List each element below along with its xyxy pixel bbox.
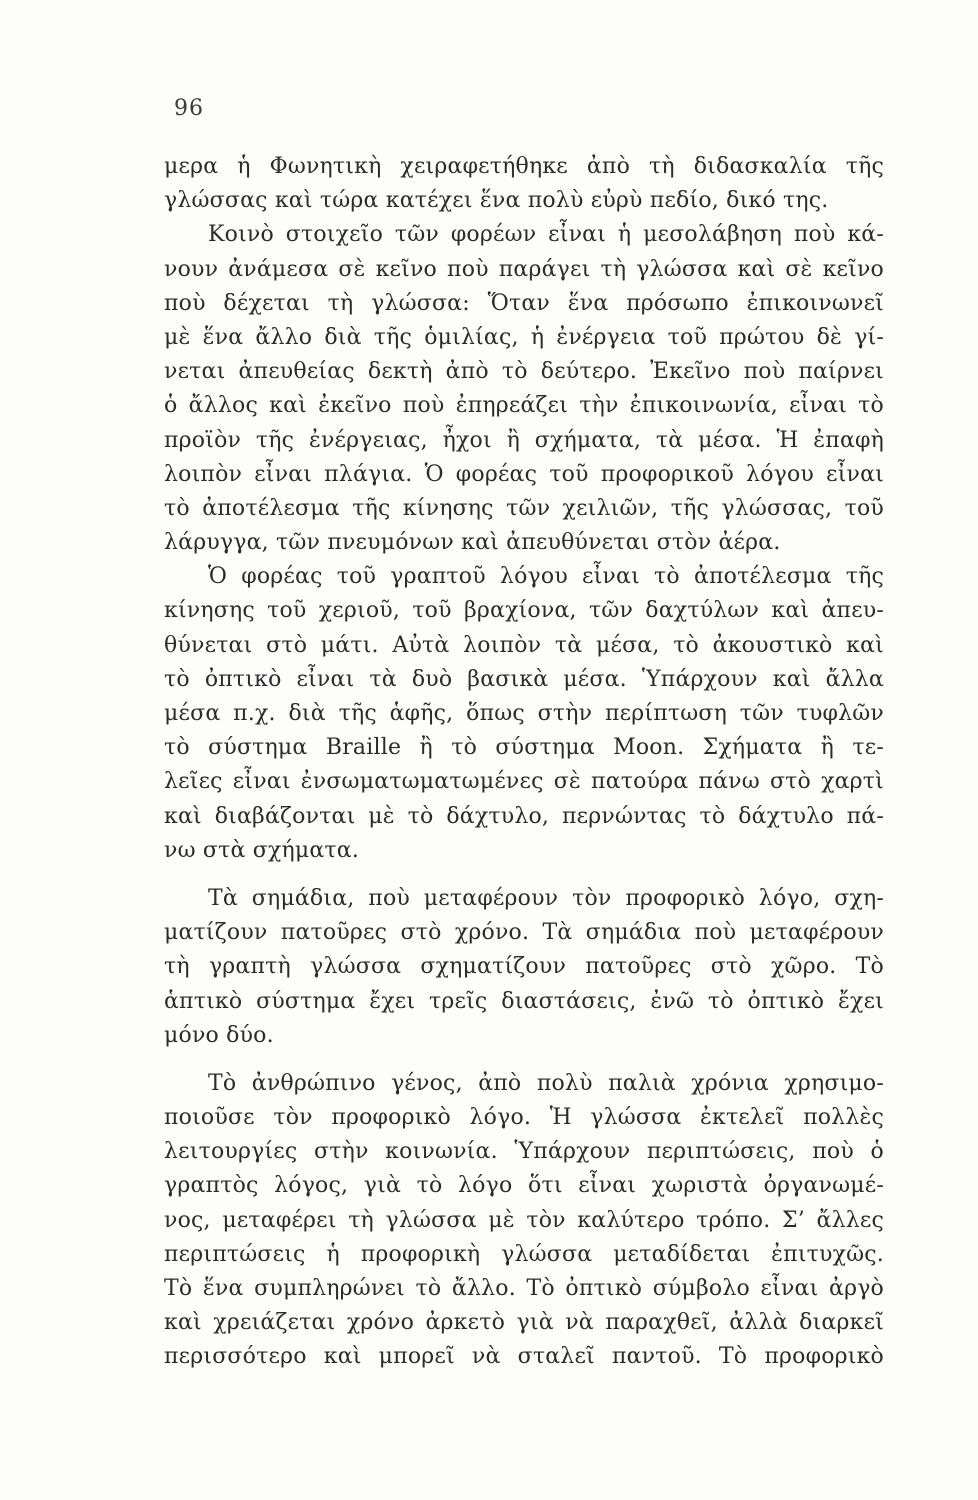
text-line: ποιοῦσε τὸν προφορικὸ λόγο. Ἡ γλώσσα ἐκτελεῖ πολλὲς (164, 1105, 884, 1131)
text-line: λειτουργίες στὴν κοινωνία. Ὑπάρχουν περιπτώσεις, ποὺ ὁ (164, 1139, 884, 1165)
text-line: περισσότερο καὶ μπορεῖ νὰ σταλεῖ παντοῦ. Τὸ προφορικὸ (164, 1344, 884, 1370)
text-line: νω στὰ σχήματα. (164, 837, 360, 863)
text-line: λεῖες εἶναι ἐνσωματωματωμένες σὲ πατούρα πάνω στὸ χαρτὶ (164, 769, 884, 795)
text-line: γλώσσας καὶ τώρα κατέχει ἕνα πολὺ εὐρὺ πεδίο, δικό της. (164, 188, 829, 214)
text-line: Τὸ ἀνθρώπινο γένος, ἀπὸ πολὺ παλιὰ χρόνια χρησιμο- (208, 1070, 884, 1096)
text-line: ματίζουν πατοῦρες στὸ χρόνο. Τὰ σημάδια ποὺ μεταφέρουν (164, 920, 884, 946)
text-line: περιπτώσεις ἡ προφορικὴ γλώσσα μεταδίδεται ἐπιτυχῶς. (164, 1241, 884, 1267)
text-line: ἁπτικὸ σύστημα ἔχει τρεῖς διαστάσεις, ἐνῶ τὸ ὀπτικὸ ἔχει (164, 988, 884, 1014)
text-line: μὲ ἕνα ἄλλο διὰ τῆς ὁμιλίας, ἡ ἐνέργεια τοῦ πρώτου δὲ γί- (164, 324, 884, 350)
text-line: τὸ ὀπτικὸ εἶναι τὰ δυὸ βασικὰ μέσα. Ὑπάρχουν καὶ ἄλλα (164, 666, 884, 692)
text-line: τὸ σύστημα Braille ἢ τὸ σύστημα Moon. Σχήματα ἢ τε- (164, 735, 884, 761)
page-number: 96 (174, 96, 204, 121)
text-line: νεται ἀπευθείας δεκτὴ ἀπὸ τὸ δεύτερο. Ἐκεῖνο ποὺ παίρνει (164, 359, 884, 385)
text-line: νουν ἀνάμεσα σὲ κεῖνο ποὺ παράγει τὴ γλώσσα καὶ σὲ κεῖνο (164, 256, 884, 282)
text-line: προϊὸν τῆς ἐνέργειας, ἦχοι ἢ σχήματα, τὰ μέσα. Ἡ ἐπαφὴ (164, 427, 884, 453)
text-line: καὶ χρειάζεται χρόνο ἀρκετὸ γιὰ νὰ παραχθεῖ, ἀλλὰ διαρκεῖ (164, 1310, 884, 1336)
text-line: τὸ ἀποτέλεσμα τῆς κίνησης τῶν χειλιῶν, τῆς γλώσσας, τοῦ (164, 495, 884, 521)
text-line: νος, μεταφέρει τὴ γλώσσα μὲ τὸν καλύτερο τρόπο. Σ’ ἄλλες (164, 1207, 884, 1233)
text-line: Ὁ φορέας τοῦ γραπτοῦ λόγου εἶναι τὸ ἀποτέλεσμα τῆς (208, 564, 884, 590)
text-line: καὶ διαβάζονται μὲ τὸ δάχτυλο, περνώντας τὸ δάχτυλο πά- (164, 803, 884, 829)
text-line: θύνεται στὸ μάτι. Αὐτὰ λοιπὸν τὰ μέσα, τὸ ἀκουστικὸ καὶ (164, 632, 884, 658)
text-line: Τὰ σημάδια, ποὺ μεταφέρουν τὸν προφορικὸ λόγο, σχη- (208, 885, 884, 911)
text-line: γραπτὸς λόγος, γιὰ τὸ λόγο ὅτι εἶναι χωριστὰ ὀργανωμέ- (164, 1173, 884, 1199)
body-text (164, 150, 884, 1375)
text-line: τὴ γραπτὴ γλώσσα σχηματίζουν πατοῦρες στὸ χῶρο. Τὸ (164, 954, 884, 980)
text-line: λάρυγγα, τῶν πνευμόνων καὶ ἀπευθύνεται στὸν ἀέρα. (164, 530, 781, 556)
text-line: ποὺ δέχεται τὴ γλώσσα: Ὅταν ἕνα πρόσωπο ἐπικοινωνεῖ (164, 290, 884, 316)
text-line: μέσα π.χ. διὰ τῆς ἁφῆς, ὅπως στὴν περίπτωση τῶν τυφλῶν (164, 701, 884, 726)
text-line: μόνο δύο. (164, 1022, 274, 1048)
text-line: κίνησης τοῦ χεριοῦ, τοῦ βραχίονα, τῶν δαχτύλων καὶ ἀπευ- (164, 598, 884, 624)
text-line: Τὸ ἕνα συμπληρώνει τὸ ἄλλο. Τὸ ὀπτικὸ σύμβολο εἶναι ἀργὸ (164, 1276, 884, 1301)
text-line: μερα ἡ Φωνητικὴ χειραφετήθηκε ἀπὸ τὴ διδασκαλία τῆς (164, 154, 884, 179)
text-line: λοιπὸν εἶναι πλάγια. Ὁ φορέας τοῦ προφορικοῦ λόγου εἶναι (164, 461, 884, 487)
text-line: Κοινὸ στοιχεῖο τῶν φορέων εἶναι ἡ μεσολάβηση ποὺ κά- (208, 222, 884, 248)
text-line: ὁ ἄλλος καὶ ἐκεῖνο ποὺ ἐπηρεάζει τὴν ἐπικοινωνία, εἶναι τὸ (164, 393, 884, 419)
